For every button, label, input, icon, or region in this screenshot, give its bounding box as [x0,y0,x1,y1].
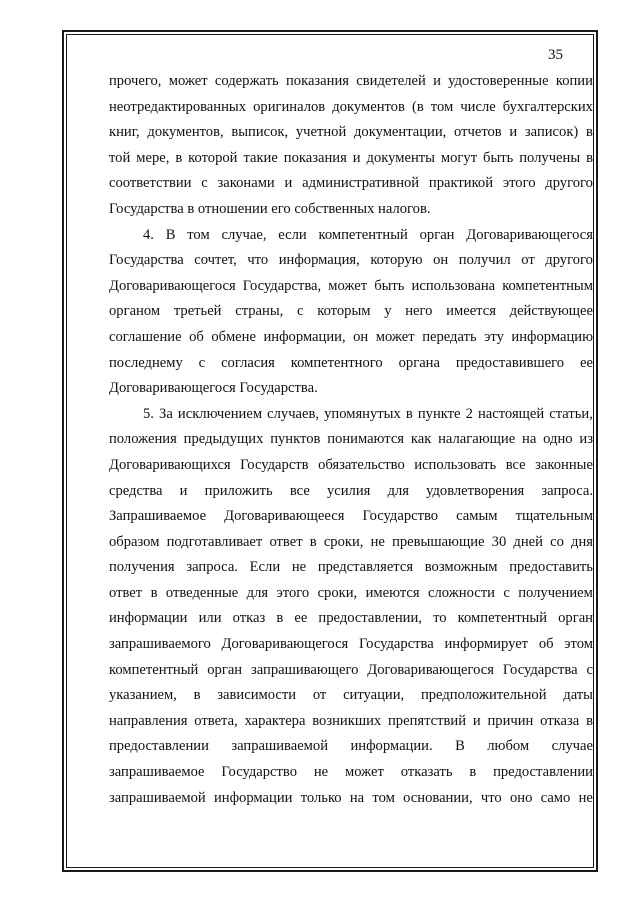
text-line: положения предыдущих пунктов понимаются как налагающие на одно из [109,431,593,448]
text-line: предоставлении запрашиваемой информации. В любом случае [109,738,593,755]
text-line: соглашение об обмене информации, он может передать эту информацию [109,328,593,345]
page-number: 35 [548,47,563,63]
text-line: Договаривающегося Государства, может быть использована компетентным [109,277,593,294]
text-line: компетентный орган запрашивающего Договаривающегося Государства с [109,661,593,678]
text-line: той мере, в которой такие показания и документы могут быть получены в [109,149,593,166]
text-line: запрашиваемой информации только на том основании, что оно само не [109,789,593,806]
text-line: последнему с согласия компетентного органа предоставившего ее [109,354,593,371]
text-line: Договаривающегося Государства. [109,380,318,397]
text-line: Государства сочтет, что информация, которую он получил от другого [109,252,593,269]
text-line: получения запроса. Если не представляется возможным предоставить [109,559,593,576]
text-line: 4. В том случае, если компетентный орган Договаривающегося [143,226,593,243]
text-line: органом третьей страны, с которым у него имеется действующее [109,303,593,320]
text-line: указанием, в зависимости от ситуации, предположительной даты [109,687,593,704]
text-line: информации или отказ в ее предоставлении, то компетентный орган [109,610,593,627]
text-line: запрашиваемое Государство не может отказать в предоставлении [109,764,593,781]
text-line: Договаривающихся Государств обязательство использовать все законные [109,456,593,473]
text-line: соответствии с законами и административной практикой этого другого [109,175,593,192]
text-line: Запрашиваемое Договаривающееся Государство самым тщательным [109,508,593,525]
text-line: неотредактированных оригиналов документов (в том числе бухгалтерских [109,98,593,115]
document-body [109,69,593,811]
text-line: книг, документов, выписок, учетной документации, отчетов и записок) в [109,124,593,141]
text-line: запрашиваемого Договаривающегося Государства информирует об этом [109,636,593,653]
text-line: прочего, может содержать показания свидетелей и удостоверенные копии [109,73,593,89]
text-line: 5. За исключением случаев, упомянутых в пункте 2 настоящей статьи, [143,405,593,422]
text-line: ответ в отведенные для этого сроки, имеются сложности с получением [109,584,593,601]
paragraph-3 [109,402,593,812]
text-line: образом подготавливает ответ в сроки, не превышающие 30 дней со дня [109,533,593,550]
text-line: средства и приложить все усилия для удовлетворения запроса. [109,482,593,499]
paragraph-2 [109,223,593,402]
text-line: направления ответа, характера возникших препятствий и причин отказа в [109,712,593,729]
text-line: Государства в отношении его собственных налогов. [109,200,431,217]
paragraph-1 [109,69,593,223]
